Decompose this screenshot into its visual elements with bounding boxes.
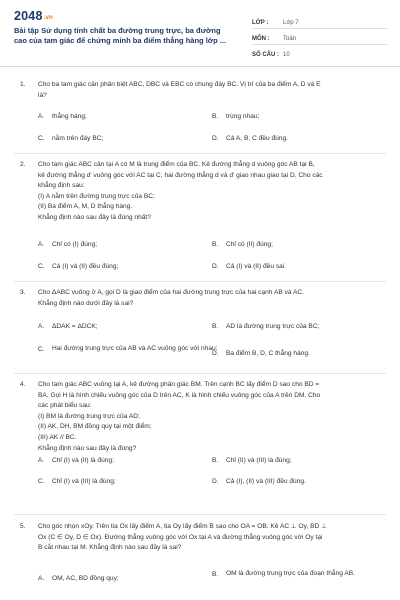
option-key: B. bbox=[212, 323, 219, 330]
question-line: Cho ba tam giác cân phân biệt ABC, DBC và EBC có chung đáy BC. Vị trí của ba điểm A, D và E bbox=[38, 81, 321, 88]
option-key: D. bbox=[212, 263, 219, 270]
option-4a[interactable] bbox=[38, 456, 114, 467]
question-number: 1. bbox=[20, 81, 26, 88]
question-line: (II) AK, DH, BM đồng quy tại một điểm; bbox=[38, 423, 152, 431]
option-key: D. bbox=[212, 478, 219, 485]
meta-label: SỐ CÂU : bbox=[252, 52, 279, 58]
option-key: A. bbox=[38, 113, 45, 120]
option-key: C. bbox=[38, 135, 45, 142]
option-text: Hai đường trung trực của AB và AC vuông góc với nhau; bbox=[52, 345, 218, 352]
question-line: (III) AK // BC. bbox=[38, 433, 77, 441]
option-text: nằm trên đáy BC; bbox=[52, 135, 104, 142]
meta-label: LỚP : bbox=[252, 20, 269, 26]
option-text: Chỉ (II) và (III) là đúng; bbox=[226, 457, 292, 464]
option-text: Cả (I), (II) và (III) đều đúng. bbox=[226, 478, 306, 485]
question-line: Khẳng định nào dưới đây là sai? bbox=[38, 299, 134, 307]
option-1d[interactable] bbox=[212, 134, 288, 145]
question-divider bbox=[14, 153, 386, 154]
question-line: Cho tam giác ABC cân tại A có M là trung điểm của BC. Kẻ đường thẳng d vuông góc AB tại B, bbox=[38, 161, 315, 168]
question-line: Cho tam giác ABC vuông tại A, kẻ đường phân giác BM. Trên cạnh BC lấy điểm D sao cho BD = bbox=[38, 381, 320, 388]
question-text bbox=[38, 522, 378, 554]
option-key: B. bbox=[212, 241, 219, 248]
site-logo[interactable] bbox=[14, 9, 53, 23]
question-line: khẳng định sau: bbox=[38, 182, 85, 190]
question-line: Khẳng định nào sau đây là đúng nhất? bbox=[38, 213, 151, 221]
option-key: C. bbox=[38, 263, 45, 270]
option-2b[interactable] bbox=[212, 240, 273, 251]
question-divider bbox=[14, 514, 386, 515]
question-number: 4. bbox=[20, 381, 26, 388]
option-5b[interactable] bbox=[212, 569, 376, 581]
option-text: Chỉ (I) và (II) là đúng; bbox=[52, 457, 114, 464]
option-3c[interactable] bbox=[38, 344, 220, 356]
question-divider bbox=[14, 281, 386, 282]
meta-grade bbox=[252, 13, 388, 29]
option-key: D. bbox=[212, 135, 219, 142]
option-3a[interactable] bbox=[38, 322, 98, 333]
meta-value: 10 bbox=[283, 52, 290, 58]
question-line: BA. Gọi H là hình chiếu vuông góc của D trên AC, K là hình chiếu vuông góc của A trên DM. Cho bbox=[38, 391, 321, 399]
option-key: A. bbox=[38, 323, 45, 330]
option-4c[interactable] bbox=[38, 477, 116, 488]
question-line: là? bbox=[38, 91, 47, 99]
meta-value: Toán bbox=[283, 36, 297, 42]
option-2d[interactable] bbox=[212, 262, 286, 273]
worksheet-meta bbox=[252, 13, 388, 60]
question-text bbox=[38, 380, 378, 454]
question-line: (I) BM là đường trung trực của AD; bbox=[38, 412, 140, 420]
option-key: B. bbox=[212, 457, 219, 464]
question-line: các phát biểu sau: bbox=[38, 402, 92, 410]
question-number: 3. bbox=[20, 289, 26, 296]
meta-question-count bbox=[252, 45, 388, 60]
option-text: Chỉ có (II) đúng; bbox=[226, 241, 273, 248]
option-text: Cả (I) và (II) đều đúng; bbox=[52, 263, 119, 270]
option-2a[interactable] bbox=[38, 240, 97, 251]
question-line: B cắt nhau tại M. Khẳng định nào sau đây là sai? bbox=[38, 544, 182, 552]
option-4b[interactable] bbox=[212, 456, 292, 467]
option-key: A. bbox=[38, 575, 45, 582]
option-key: B. bbox=[212, 571, 219, 579]
option-3b[interactable] bbox=[212, 322, 319, 333]
option-5a[interactable] bbox=[38, 574, 119, 585]
option-text: Cả A, B, C đều đúng. bbox=[226, 135, 288, 142]
option-text: ΔDAK = ΔDCK; bbox=[52, 323, 98, 330]
option-1b[interactable] bbox=[212, 112, 259, 123]
question-line: kẻ đường thẳng d' vuông góc với AC tại C, hai đường thẳng d và d' giao nhau giao tại D. Cho các bbox=[38, 171, 323, 179]
question-line: (I) A nằm trên đường trung trực của BC; bbox=[38, 192, 155, 200]
option-2c[interactable] bbox=[38, 262, 118, 273]
logo-suffix: .vn bbox=[43, 15, 53, 21]
worksheet-title: Bài tập Sử dụng tính chất ba đường trung trực, ba đường cao của tam giác để chứng minh ba điểm thẳng hàng lớp ... bbox=[14, 26, 227, 46]
option-key: C. bbox=[38, 478, 45, 485]
option-key: B. bbox=[212, 113, 219, 120]
question-number: 2. bbox=[20, 161, 26, 168]
meta-label: MÔN : bbox=[252, 36, 270, 42]
question-divider bbox=[14, 373, 386, 374]
option-1a[interactable] bbox=[38, 112, 87, 123]
option-text: Cả (I) và (II) đều sai. bbox=[226, 263, 287, 270]
question-text bbox=[38, 80, 378, 101]
option-text: AD là đường trung trực của BC; bbox=[226, 323, 320, 330]
meta-subject bbox=[252, 29, 388, 45]
option-text: OM, AC, BD đồng quy; bbox=[52, 575, 119, 582]
question-number: 5. bbox=[20, 523, 26, 530]
option-text: OM là đường trung trực của đoạn thẳng AB. bbox=[226, 570, 355, 577]
option-text: Chỉ (I) và (III) là đúng; bbox=[52, 478, 116, 485]
question-text bbox=[38, 160, 378, 224]
option-3d[interactable] bbox=[212, 349, 310, 360]
option-key: C. bbox=[38, 346, 45, 354]
option-text: thẳng hàng; bbox=[52, 113, 87, 120]
page-header bbox=[0, 0, 400, 67]
question-text bbox=[38, 288, 378, 309]
meta-value: Lớp 7 bbox=[283, 20, 299, 26]
option-text: Chỉ có (I) đúng; bbox=[52, 241, 98, 248]
option-1c[interactable] bbox=[38, 134, 103, 145]
question-line: (II) Ba điểm A, M, D thẳng hàng. bbox=[38, 203, 133, 211]
option-4d[interactable] bbox=[212, 477, 306, 488]
option-key: A. bbox=[38, 241, 45, 248]
option-key: D. bbox=[212, 350, 219, 357]
option-key: A. bbox=[38, 457, 45, 464]
option-text: Ba điểm B, D, C thẳng hàng. bbox=[226, 350, 310, 357]
question-line: Khẳng định nào sau đây là đúng? bbox=[38, 444, 137, 452]
question-line: Cho góc nhọn xOy. Trên tia Ox lấy điểm A, tia Oy lấy điểm B sao cho OA = OB. Kẻ AC ⊥ Oy, BD ⊥ bbox=[38, 523, 327, 530]
question-line: Ox (C ∈ Oy, D ∈ Ox). Đường thẳng vuông góc với Ox tại A và đường thẳng vuông góc với Oy tại bbox=[38, 533, 323, 541]
logo-text: 2048 bbox=[14, 9, 43, 23]
option-text: trùng nhau; bbox=[226, 113, 260, 120]
question-line: Cho ΔABC vuông ở A, gọi D là giao điểm của hai đường trung trực của hai cạnh AB và AC. bbox=[38, 289, 304, 296]
